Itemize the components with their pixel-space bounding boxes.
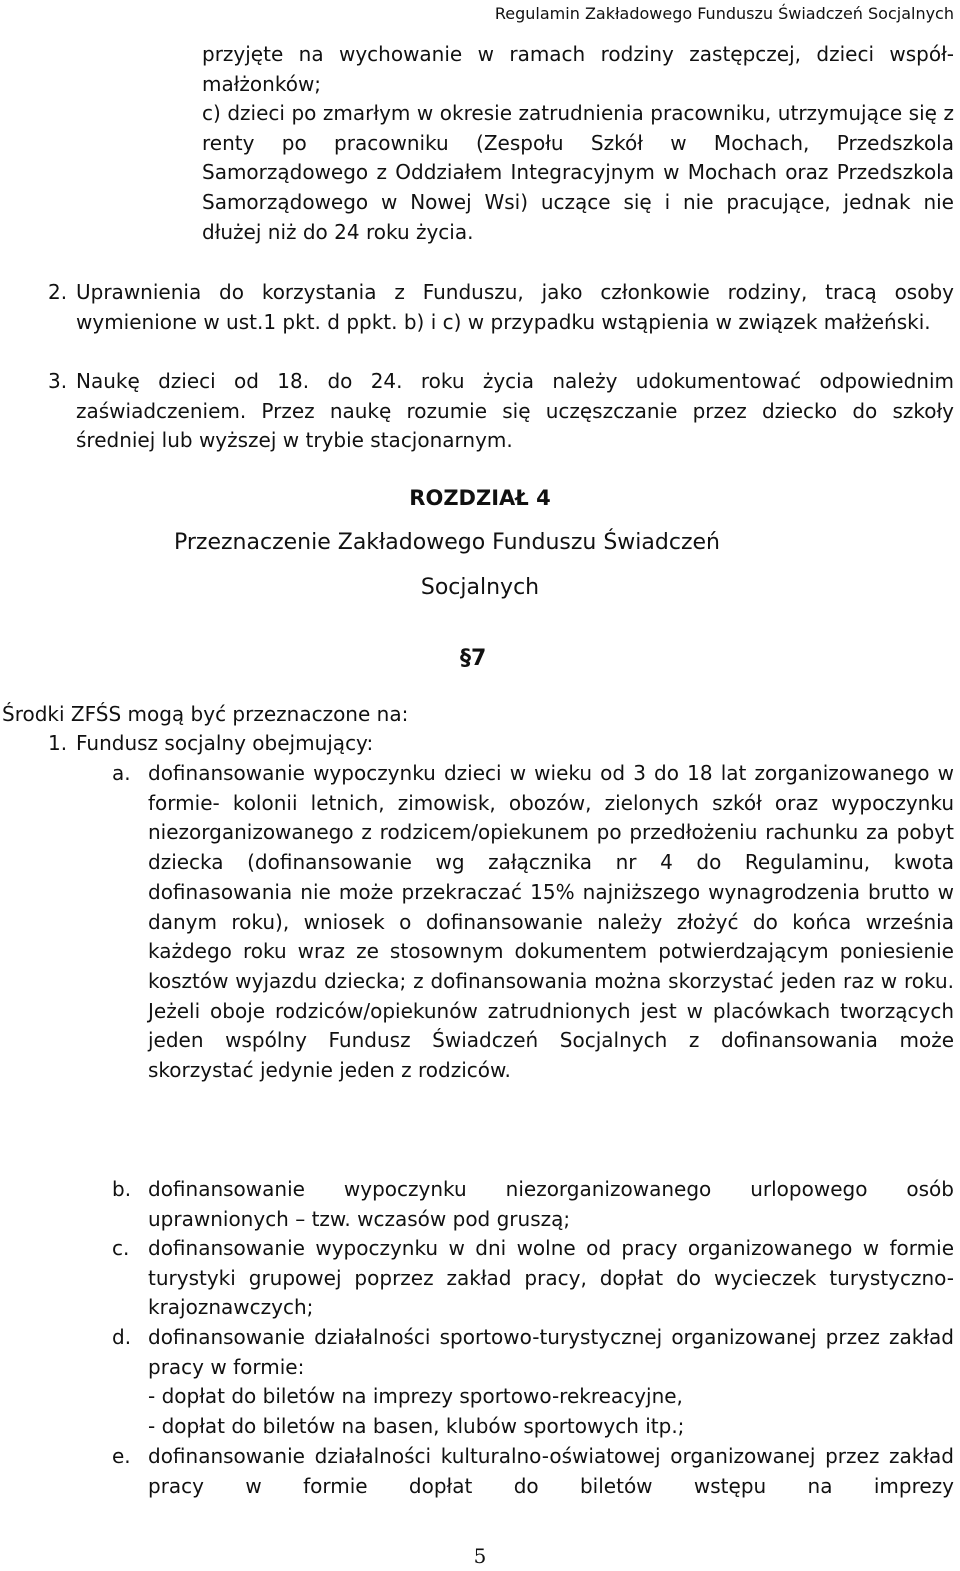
item-e-letter: e.: [112, 1444, 131, 1468]
chapter-subtitle-line-1: Przeznaczenie Zakładowego Funduszu Świadczeń: [174, 530, 720, 555]
item-a-letter: a.: [112, 761, 131, 785]
item-d-letter: d.: [112, 1325, 132, 1349]
page-number: 5: [473, 1544, 487, 1568]
item-b-text: dofinansowanie wypoczynku niezorganizowanego urlopowego osób uprawnionych – tzw. wczasów pod gruszą;: [148, 1177, 954, 1231]
item-1-number: 1.: [48, 731, 68, 755]
item-a-text: dofinansowanie wypoczynku dzieci w wieku od 3 do 18 lat zorganizowanego w formie- kolonii letnich, zimowisk, obozów, zielonych szkół oraz wypoczynku niezorganizowanego z rodzicem/opiekunem po przedłożeniu rachunku za pobyt dziecka (dofinansowanie wg załącznika nr 4 do Regulaminu, kwota dofinasowania nie może przekraczać 15% najniższego wynagrodzenia brutto w danym roku), wniosek o dofinansowanie należy złożyć do końca września każdego roku wraz ze stosownym dokumentem potwierdzającym poniesienie kosztów wyjazdu dziecka; z dofinansowania można skorzystać jeden raz w roku. Jeżeli oboje rodziców/opiekunów zatrudnionych jest w placówkach tworzących jeden wspólny Fundusz Świadczeń Socjalnych z dofinansowania może skorzystać jedynie jeden z rodziców.: [148, 761, 954, 1083]
paragraph-2-number: 2.: [48, 280, 68, 304]
item-c: c) dzieci po zmarłym w okresie zatrudnienia pracowniku, utrzymujące się z renty po pracowniku (Zespołu Szkół w Mochach, Przedszkola Samorządowego z Oddziałem Integracyjnym w Mochach oraz Przedszkola Samorządowego w Nowej Wsi) uczące się i nie pracujące, jednak nie dłużej niż do 24 roku życia.: [202, 101, 954, 244]
paragraph-2: Uprawnienia do korzystania z Funduszu, jako członkowie rodziny, tracą osoby wymienione w ust.1 pkt. d ppkt. b) i c) w przypadku wstąpienia w związek małżeński.: [76, 280, 954, 334]
item-b-letter: b.: [112, 1177, 132, 1201]
paragraph-3: Naukę dzieci od 18. do 24. roku życia należy udokumentować odpowiednim zaświadczeniem. Przez naukę rozumie się uczęszczanie przez dziecko do szkoły średniej lub wyższej w trybie stacjonarnym.: [76, 369, 954, 453]
item-c-text: dofinansowanie wypoczynku w dni wolne od pracy organizowanego w formie turystyki grupowej poprzez zakład pracy, dopłat do wycieczek turystyczno-krajoznawczych;: [148, 1236, 954, 1320]
section-intro: Środki ZFŚS mogą być przeznaczone na:: [2, 702, 409, 726]
item-b-continuation: przyjęte na wychowanie w ramach rodziny zastępczej, dzieci współ-małżonków;: [202, 42, 954, 96]
item-e-text: dofinansowanie działalności kulturalno-oświatowej organizowanej przez zakład pracy w formie dopłat do biletów wstępu na imprezy: [148, 1444, 954, 1498]
item-1-text: Fundusz socjalny obejmujący:: [76, 731, 374, 755]
chapter-subtitle-line-2: Socjalnych: [420, 575, 540, 600]
item-d-sub-2: - dopłat do biletów na basen, klubów sportowych itp.;: [148, 1414, 685, 1438]
running-header: Regulamin Zakładowego Funduszu Świadczeń Socjalnych: [494, 4, 954, 23]
item-c-letter: c.: [112, 1236, 130, 1260]
paragraph-3-number: 3.: [48, 369, 68, 393]
chapter-title: ROZDZIAŁ 4: [409, 486, 551, 510]
item-d-text: dofinansowanie działalności sportowo-turystycznej organizowanej przez zakład pracy w formie:: [148, 1325, 954, 1379]
item-d-sub-1: - dopłat do biletów na imprezy sportowo-rekreacyjne,: [148, 1384, 683, 1408]
section-number: §7: [460, 646, 487, 671]
